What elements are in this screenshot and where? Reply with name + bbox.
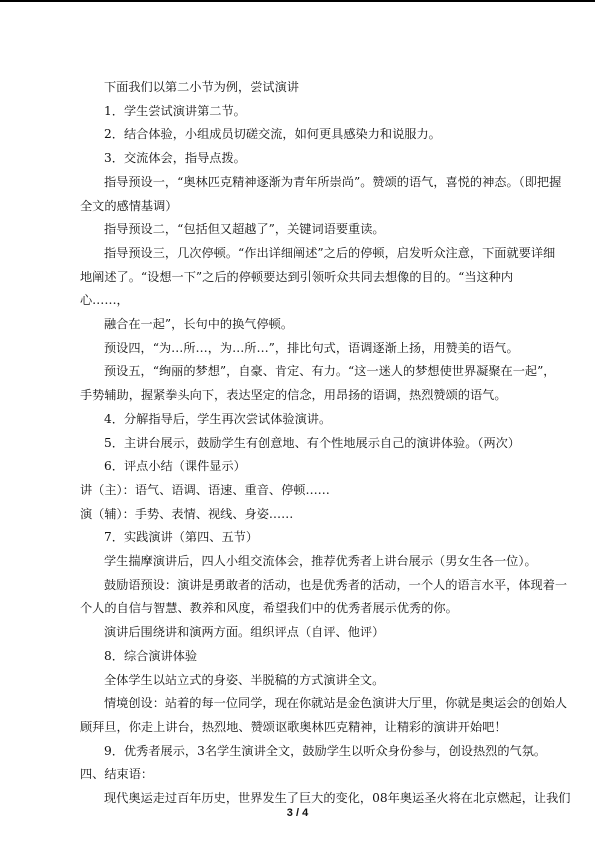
paragraph-line: 2．结合体验，小组成员切磋交流，如何更具感染力和说服力。 [104, 127, 441, 142]
paragraph-line: 融合在一起”，长句中的换气停顿。 [104, 317, 294, 332]
paragraph-line: 指导预设三，几次停顿。“作出详细阐述”之后的停顿，启发听众注意，下面就要详细 [104, 245, 556, 260]
paragraph-line: 全体学生以站立式的身姿、半脱稿的方式演讲全文。 [104, 672, 385, 687]
paragraph-line: 个人的自信与智慧、教养和风度，希望我们中的优秀者展示优秀的你。 [80, 601, 458, 616]
paragraph-line: 1．学生尝试演讲第二节。 [104, 103, 246, 118]
paragraph-line: 预设五，“绚丽的梦想”，自豪、肯定、有力。“这一迷人的梦想使世界凝聚在一起”， [104, 364, 556, 379]
paragraph-line: 讲（主）：语气、语调、语速、重音、停顿…… [80, 482, 330, 497]
paragraph-line: 指导预设二，“包括但又超越了”，关键词语要重读。 [104, 222, 385, 237]
paragraph-line: 顾拜旦，你走上讲台，热烈地、赞颂讴歌奥林匹克精神，让精彩的演讲开始吧！ [80, 719, 507, 734]
paragraph-line: 6．评点小结（课件显示） [104, 459, 246, 474]
paragraph-line: 3．交流体会，指导点拨。 [104, 151, 246, 166]
paragraph-line: 8．综合演讲体验 [104, 648, 198, 663]
paragraph-line: 学生揣摩演讲后，四人小组交流体会，推荐优秀者上讲台展示（男女生各一位）。 [104, 554, 537, 569]
paragraph-line: 指导预设一，“奥林匹克精神逐渐为青年所崇尚”。赞颂的语气，喜悦的神态。（即把握 [104, 174, 562, 189]
paragraph-line: 心……， [80, 293, 129, 308]
paragraph-line: 下面我们以第二小节为例，尝试演讲 [104, 80, 299, 94]
paragraph-line: 演（辅）：手势、表情、视线、身姿…… [80, 506, 294, 521]
document-body [80, 76, 571, 811]
paragraph-line: 7．实践演讲（第四、五节） [104, 530, 259, 545]
paragraph-line: 鼓励语预设：演讲是勇敢者的活动，也是优秀者的活动，一个人的语言水平，体现着一 [104, 577, 568, 592]
page-number: 3 / 4 [286, 807, 309, 819]
paragraph-line: 现代奥运走过百年历史，世界发生了巨大的变化，08年奥运圣火将在北京燃起，让我们 [104, 791, 571, 806]
paragraph-line: 演讲后围绕讲和演两方面。组织评点（自评、他评） [104, 625, 385, 640]
paragraph-line: 9．优秀者展示，3名学生演讲全文，鼓励学生以听众身份参与，创设热烈的气氛。 [104, 743, 547, 758]
paragraph-line: 预设四，“为…所…，为…所…”，排比句式，语调逐渐上扬，用赞美的语气。 [104, 340, 519, 355]
paragraph-line: 5．主讲台展示，鼓励学生有创意地、有个性地展示自己的演讲体验。（两次） [104, 435, 521, 450]
paragraph-line: 手势辅助，握紧拳头向下，表达坚定的信念，用昂扬的语调，热烈赞颂的语气。 [80, 388, 507, 403]
paragraph-line: 4．分解指导后，学生再次尝试体验演讲。 [104, 411, 332, 426]
header-rule [0, 0, 595, 2]
paragraph-line: 情境创设：站着的每一位同学，现在你就站是金色演讲大厅里，你就是奥运会的创始人 [104, 696, 568, 711]
section-heading: 四、结束语： [80, 767, 154, 782]
paragraph-line: 地阐述了。“设想一下”之后的停顿要达到引领听众共同去想像的目的。“当这种内 [80, 269, 514, 284]
paragraph-line: 全文的感情基调） [80, 198, 178, 213]
